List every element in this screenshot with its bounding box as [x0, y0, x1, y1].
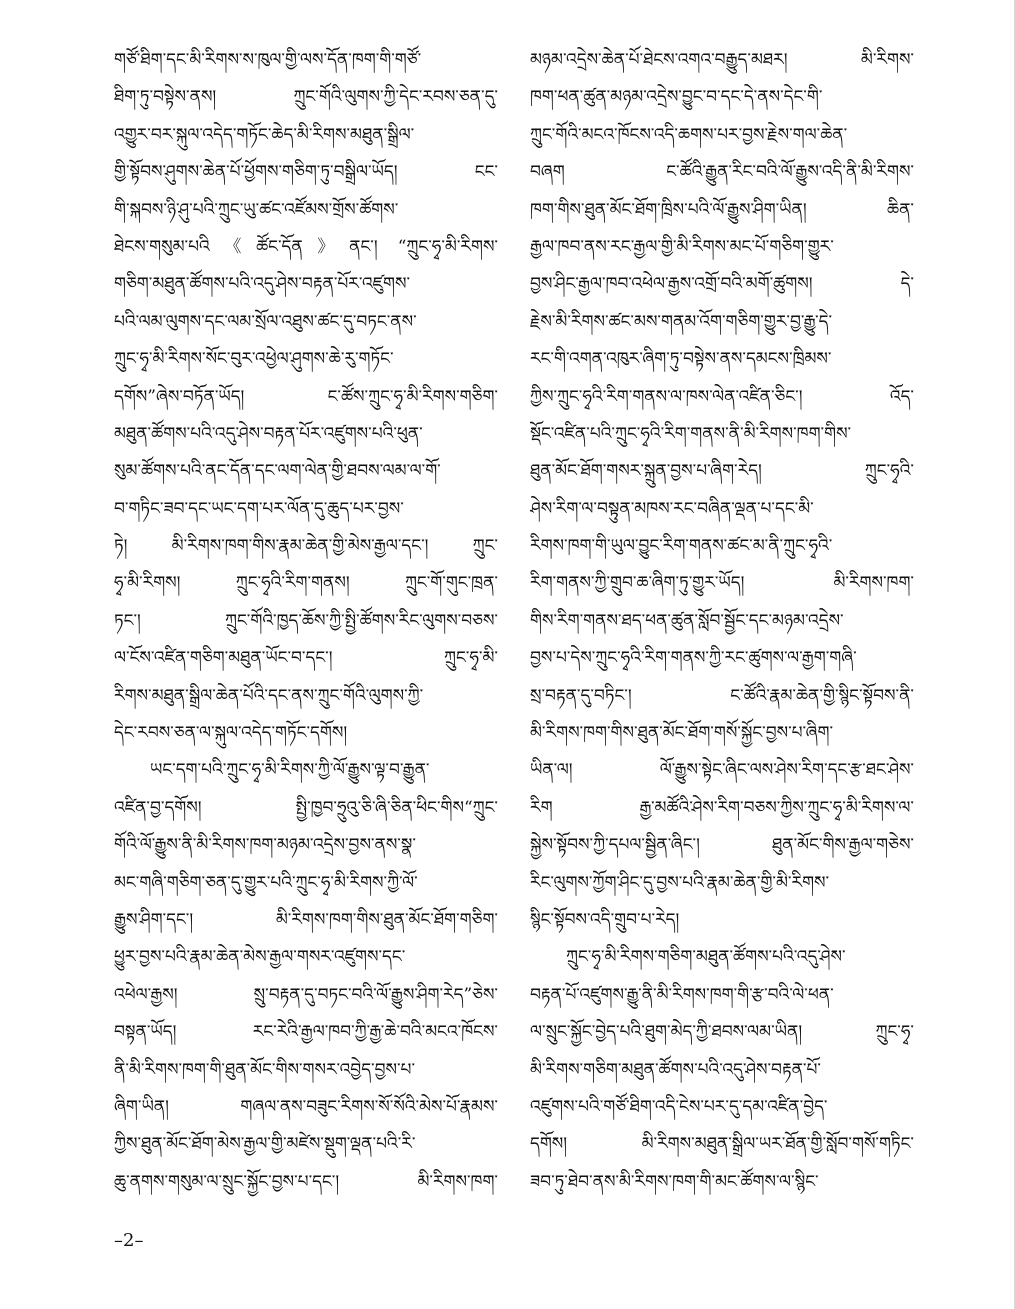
text-line: ཕྱུར་བྱས་པའི་རྣམ་ཆེན་མེས་རྒྱལ་གསར་འཛུགས་དང་: [114, 947, 406, 968]
text-line: དགོས”ཞེས་བཏོན་ཡོད། ང་ཚོས་ཀྲུང་ཧྭ་མི་རིགས་གཅིག་: [114, 386, 498, 407]
text-line: ཀྱིས་ཀྲུང་ཧྭའི་རིག་གནས་ལ་ཁས་ལེན་འཛིན་ཅིང་། འོད་: [530, 386, 914, 407]
text-line: ལ་ངོས་འཛིན་གཅིག་མཐུན་ཡོང་བ་དང་། ཀྲུང་ཧྭ་མི་: [114, 648, 498, 669]
text-line: ལ་སྲུང་སྐྱོང་བྱེད་པའི་ཐུག་མེད་ཀྱི་ཐབས་ལམ་ཡིན། ཀྲུང་ཧྭ་: [530, 1022, 914, 1043]
text-line: མཐུན་ཚོགས་པའི་འདུ་ཤེས་བརྟན་པོར་འཛུགས་པའི་ཕུན་: [114, 423, 423, 444]
text-line: སུམ་ཚོགས་པའི་ནང་དོན་དང་ལག་ལེན་གྱི་ཐབས་ལམ་ལ་གོ་: [114, 461, 441, 482]
paragraph-start-line: ཀྲུང་ཧྭ་མི་རིགས་གཅིག་མཐུན་ཚོགས་པའི་འདུ་ཤེས་: [566, 947, 846, 968]
text-line: རིགས་ཁག་གི་ཡུལ་བྱུང་རིག་གནས་ཚང་མ་ནི་ཀྲུང་ཧྭའི་: [530, 536, 833, 557]
text-line: དེང་རབས་ཅན་ལ་སྐུལ་འདེད་གཏོང་དགོས།: [114, 723, 348, 744]
text-line: ཀྲུང་གོའི་མངའ་ཁོངས་འདི་ཆགས་པར་བྱས་རྗེས་གལ་ཆེན་: [530, 124, 848, 145]
text-line: ཤེས་རིག་ལ་བསྟུན་མཁས་རང་བཞིན་ལྡན་པ་དང་མི་: [530, 498, 814, 519]
text-line: གྱི་སྟོབས་ཤུགས་ཆེན་པོ་ཕྱོགས་གཅིག་ཏུ་བསྒྲིལ་ཡོད། ངང་: [114, 162, 498, 183]
text-line: གིས་རིག་གནས་ཐད་ཕན་ཚུན་སློབ་སྦྱོང་དང་མཉམ་འདྲེས་: [530, 610, 844, 631]
text-line: ཞིག་ཡིན། གཞལ་ནས་བཟུང་རིགས་སོ་སོའི་མེས་པོ་རྣམས་: [114, 1096, 498, 1117]
text-line: བརྟན་པོ་འཛུགས་རྒྱུ་ནི་མི་རིགས་ཁག་གི་རྩ་བའི་ལེ་ཕན་: [530, 984, 834, 1005]
text-line: ཀྲུང་ཧྭ་མི་རིགས་སོང་བུར་འཕྱེལ་ཤུགས་ཆེ་རུ་གཏོང་: [114, 349, 394, 370]
page-number: –2–: [114, 1230, 144, 1251]
text-line: སྲ་བརྟན་དུ་བཏིང་། ང་ཚོའི་རྣམ་ཆེན་གྱི་སྙིང་སྟོབས་ནི་: [530, 685, 914, 706]
text-line: རྗེས་མི་རིགས་ཚང་མས་གནམ་འོག་གཅིག་གྱུར་བྱ་རྒྱུ་དེ་: [530, 311, 833, 332]
text-line: མི་རིགས་ཁག་གིས་ཐུན་མོང་ཐོག་གསོ་སྐྱོང་བྱས་པ་ཞིག་: [530, 723, 834, 744]
text-line: སྙིང་སྟོབས་འདི་གྲུབ་པ་རེད།: [530, 909, 680, 930]
text-line: ཡིན་ལ། ལོ་རྒྱུས་སྟེང་ཞིང་ལས་ཤེས་རིག་དང་རྩ་ཐང་ཤེས་: [530, 760, 914, 781]
text-line: ཁག་གིས་ཐུན་མོང་ཐོག་ཁྲིས་པའི་ལོ་རྒྱུས་ཤིག་ཡིན། ཆིན་: [530, 199, 914, 220]
text-line: དགོས། མི་རིགས་མཐུན་སྒྲིལ་ཡར་ཐོན་གྱི་སློབ་གསོ་གཏིང་: [530, 1134, 914, 1155]
text-line: བསྟན་ཡོད། རང་རེའི་རྒྱལ་ཁབ་ཀྱི་རྒྱ་ཆེ་བའི་མངའ་ཁོངས་: [114, 1022, 498, 1043]
text-line: མང་གཞི་གཅིག་ཅན་དུ་གྱུར་པའི་ཀྲུང་ཧྭ་མི་རིགས་ཀྱི་ལོ་: [114, 872, 418, 893]
text-line: རྒྱུས་ཤིག་དང་། མི་རིགས་ཁག་གིས་ཐུན་མོང་ཐོག་གཅིག་: [114, 909, 498, 930]
text-line: ཐུན་མོང་ཐོག་གསར་སྐྲུན་བྱས་པ་ཞིག་རེད། ཀྲུང་ཧྭའི་: [530, 461, 914, 482]
text-line: གཅིག་མཐུན་ཚོགས་པའི་འདུ་ཤེས་བརྟན་པོར་འཛུགས་: [114, 274, 411, 295]
text-line: གོའི་ལོ་རྒྱུས་ནི་མི་རིགས་ཁག་མཉམ་འདྲེས་བྱས་ནས་སྣ་: [114, 835, 416, 856]
text-line: ཐེངས་གསུམ་པའི《ཚོང་དོན》ནང་། “ཀྲུང་ཧྭ་མི་རིགས་: [114, 236, 498, 257]
text-line: མི་རིགས་གཅིག་མཐུན་ཚོགས་པའི་འདུ་ཤེས་བརྟན་པོ་: [530, 1059, 821, 1080]
text-line: ཧྭ་མི་རིགས། ཀྲུང་ཧྭའི་རིག་གནས། ཀྲུང་གོ་གུང་ཁྲན་: [114, 573, 498, 594]
text-line: འཕེལ་རྒྱས། སྲུ་བརྟན་དུ་བཏང་བའི་ལོ་རྒྱུས་ཤིག་རེད”ཅེས་: [114, 984, 498, 1005]
left-column: [114, 42, 498, 1201]
text-line: འགྱུར་བར་སྐུལ་འདེད་གཏོང་ཆེད་མི་རིགས་མཐུན་སྒྲིལ་: [114, 124, 415, 145]
text-line: གཙོ་ཐིག་དང་མི་རིགས་ས་ཁུལ་གྱི་ལས་དོན་ཁག་གི་གཙོ་: [114, 50, 422, 70]
text-line: ཟབ་ཏུ་ཐེབ་ནས་མི་རིགས་ཁག་གི་མང་ཚོགས་ལ་སྙིང་: [530, 1171, 819, 1192]
text-line: སྡོང་འཛིན་པའི་ཀྲུང་ཧྭའི་རིག་གནས་ནི་མི་རིགས་ཁག་གིས་: [530, 423, 852, 444]
text-line: རིགས་མཐུན་སྒྲིལ་ཆེན་པོའི་དང་ནས་ཀྲུང་གོའི་ལུགས་ཀྱི་: [114, 685, 424, 706]
text-line: ཏེ། མི་རིགས་ཁག་གིས་རྣམ་ཆེན་གྱི་མེས་རྒྱལ་དང་། ཀྲུང་: [114, 536, 498, 557]
text-line: ཏང་། ཀྲུང་གོའི་ཁྱད་ཆོས་ཀྱི་སྤྱི་ཚོགས་རིང་ལུགས་བཅས་: [114, 610, 498, 631]
text-line: ཆུ་ནགས་གསུམ་ལ་སྲུང་སྐྱོང་བྱས་པ་དང་། མི་རིགས་ཁག་: [114, 1171, 498, 1192]
text-line: ནི་མི་རིགས་ཁག་གི་ཐུན་མོང་གིས་གསར་འབྱེད་བྱས་པ་: [114, 1059, 416, 1080]
text-line: ཐིག་ཏུ་བསྟེས་ནས། ཀྲུང་གོའི་ལུགས་ཀྱི་དེང་རབས་ཅན་དུ་: [114, 87, 498, 108]
text-line: ཀྱིས་ཐུན་མོང་ཐོག་མེས་རྒྱལ་གྱི་མཛེས་སྡུག་ལྡན་པའི་རི་: [114, 1134, 416, 1155]
right-column: [530, 42, 914, 1201]
text-line: བྱས་ཤིང་རྒྱལ་ཁབ་འཕེལ་རྒྱས་འགྲོ་བའི་མགོ་ཚུགས། དེ་: [530, 274, 914, 295]
text-line: རྒྱལ་ཁབ་ནས་རང་རྒྱལ་གྱི་མི་རིགས་མང་པོ་གཅིག་གྱུར་: [530, 236, 834, 257]
text-line: གི་སྐབས་ཉི་ཤུ་པའི་ཀྲུང་ཡུ་ཚང་འཛོམས་གྲོས་ཚོགས་: [114, 199, 399, 220]
text-line: རིག་གནས་ཀྱི་གྲུབ་ཆ་ཞིག་ཏུ་གྱུར་ཡོད། མི་རིགས་ཁག་: [530, 573, 914, 594]
text-line: སྐྱེས་སྟོབས་ཀྱི་དཔལ་སྦྱིན་ཞིང་། ཐུན་མོང་གིས་རྒྱལ་གཅེས་: [530, 835, 914, 856]
text-line: འཛིན་བྱ་དགོས། སྤྱི་ཁྱབ་ཧྲུའུ་ཅི་ཞི་ཅིན་ཕིང་གིས“ཀྲུང་: [114, 797, 498, 818]
text-line: བྱས་པ་དེས་ཀྲུང་ཧྭའི་རིག་གནས་ཀྱི་རང་ཚུགས་ལ་རྒྱག་གཞི་: [530, 648, 857, 669]
text-line: ཁག་ཕན་ཚུན་མཉམ་འདྲེས་བྱུང་བ་དང་དེ་ནས་དེང་གི་: [530, 87, 823, 108]
text-line: བ་གཏིང་ཟབ་དང་ཡང་དག་པར་ལོན་དུ་ཆུད་པར་བྱས་: [114, 498, 404, 519]
text-line: རིང་ལུགས་ཀྱོག་ཤིང་དུ་བྱས་པའི་རྣམ་ཆེན་གྱི་མི་རིགས་: [530, 872, 830, 893]
text-line: བཞག ང་ཚོའི་རྒྱུན་རིང་བའི་ལོ་རྒྱུས་འདི་ནི་མི་རིགས་: [530, 162, 914, 183]
text-line: རིག རྒྱ་མཚོའི་ཤེས་རིག་བཅས་ཀྱིས་ཀྲུང་ཧྭ་མི་རིགས་ལ་: [530, 797, 914, 818]
text-line: རང་གི་འགན་འཁུར་ཞིག་ཏུ་བསྟེས་ནས་དམངས་ཁྲིམས་: [530, 349, 832, 370]
text-line: མཉམ་འདྲེས་ཆེན་པོ་ཐེངས་འགའ་བརྒྱུད་མཐར། མི་རིགས་: [530, 50, 914, 70]
paragraph-start-line: ཡང་དག་པའི་ཀྲུང་ཧྭ་མི་རིགས་ཀྱི་ལོ་རྒྱུས་ལྟ་བ་རྒྱུན་: [150, 760, 430, 781]
text-line: འཛུགས་པའི་གཙོ་ཐིག་འདི་ངེས་པར་དུ་དམ་འཛིན་བྱེད་: [530, 1096, 828, 1117]
text-line: པའི་ལམ་ལུགས་དང་ལམ་སྲོལ་འཐུས་ཚང་དུ་བཏང་ནས་: [114, 311, 417, 332]
